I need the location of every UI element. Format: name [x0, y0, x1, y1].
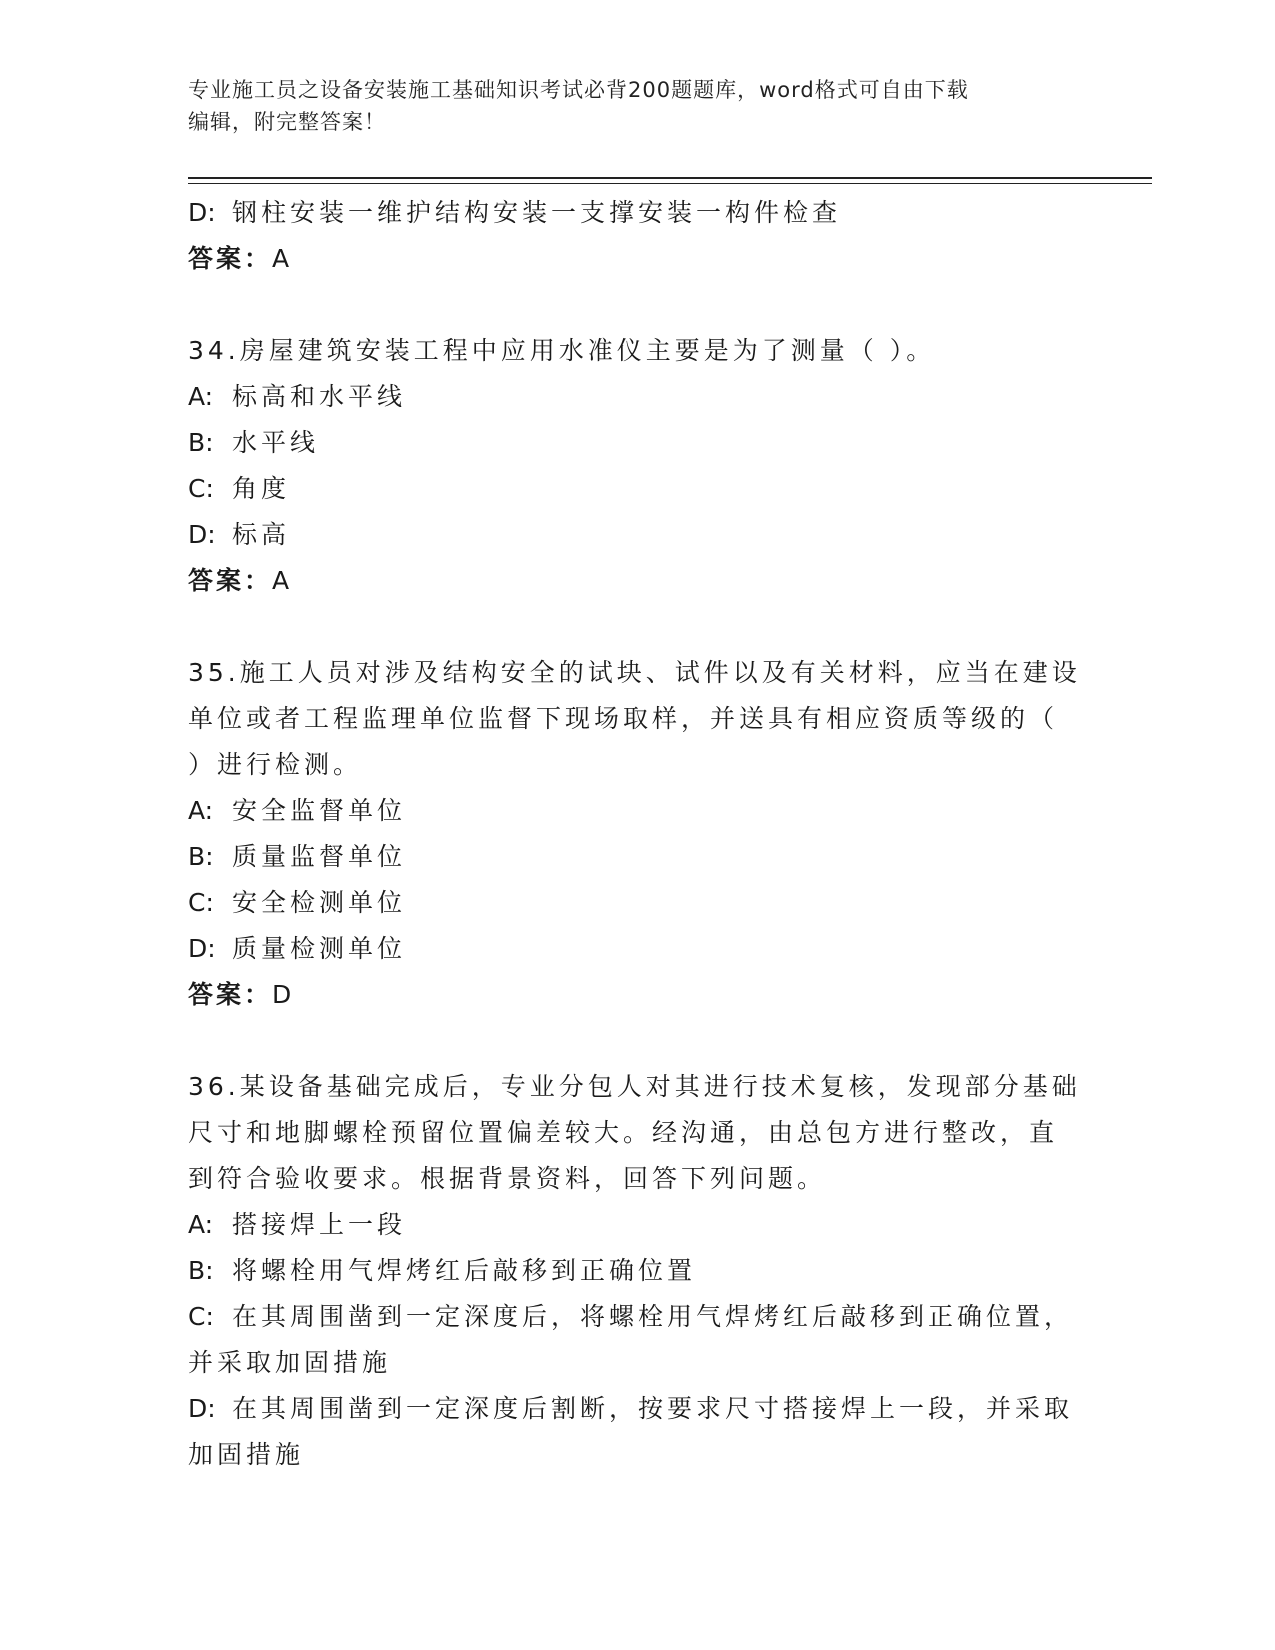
question-34-option-a	[188, 374, 1088, 420]
option-key: C:	[188, 888, 214, 917]
question-35-stem-line-1: 35.施工人员对涉及结构安全的试块、试件以及有关材料，应当在建设	[188, 658, 1081, 687]
option-key: B:	[188, 428, 214, 457]
answer-label: 答案：	[188, 980, 273, 1009]
spacer	[188, 1018, 1088, 1064]
answer-value: A	[272, 566, 293, 595]
question-34-option-d	[188, 512, 1088, 558]
question-35-option-d	[188, 926, 1088, 972]
question-34-answer	[188, 558, 1088, 604]
option-key: D:	[188, 520, 216, 549]
question-35-stem-line-2: 单位或者工程监理单位监督下现场取样，并送具有相应资质等级的（	[188, 704, 1059, 733]
option-text: 安全监督单位	[232, 796, 407, 825]
option-text: 将螺栓用气焊烤红后敲移到正确位置	[232, 1256, 697, 1285]
option-text: 在其周围凿到一定深度后割断，按要求尺寸搭接焊上一段，并采取	[232, 1394, 1074, 1423]
option-key: B:	[188, 1256, 214, 1285]
option-key: C:	[188, 474, 214, 503]
option-key: A:	[188, 382, 214, 411]
answer-label: 答案：	[188, 244, 273, 273]
option-key: C:	[188, 1302, 214, 1331]
option-text: 钢柱安装一维护结构安装一支撑安装一构件检查	[232, 198, 842, 227]
option-text: 安全检测单位	[232, 888, 407, 917]
option-text: 质量检测单位	[232, 934, 407, 963]
option-text: 在其周围凿到一定深度后，将螺栓用气焊烤红后敲移到正确位置，	[232, 1302, 1074, 1331]
answer-label: 答案：	[188, 566, 273, 595]
document-header	[188, 74, 1068, 138]
question-34-option-b	[188, 420, 1088, 466]
answer-value: A	[272, 244, 293, 273]
question-35-option-b	[188, 834, 1088, 880]
question-35-option-c	[188, 880, 1088, 926]
option-key: B:	[188, 842, 214, 871]
question-36-option-c-continued: 并采取加固措施	[188, 1348, 392, 1377]
question-36-stem-line-3: 到符合验收要求。根据背景资料，回答下列问题。	[188, 1164, 827, 1193]
option-text: 水平线	[232, 428, 320, 457]
prev-option-d	[188, 190, 1088, 236]
option-key: D:	[188, 198, 216, 227]
question-35-stem-line-3: ）进行检测。	[188, 750, 363, 779]
question-36-option-d-continued: 加固措施	[188, 1440, 305, 1469]
answer-value: D	[272, 980, 295, 1009]
option-key: D:	[188, 1394, 216, 1423]
question-34-option-c	[188, 466, 1088, 512]
question-35-answer	[188, 972, 1088, 1018]
question-34-stem: 34.房屋建筑安装工程中应用水准仪主要是为了测量（ ）。	[188, 336, 936, 365]
option-key: A:	[188, 796, 214, 825]
spacer	[188, 604, 1088, 650]
prev-answer	[188, 236, 1088, 282]
question-36-stem-line-1: 36.某设备基础完成后，专业分包人对其进行技术复核，发现部分基础	[188, 1072, 1081, 1101]
question-35-option-a	[188, 788, 1088, 834]
header-line-2: 编辑，附完整答案！	[188, 110, 386, 134]
header-divider-thick	[188, 177, 1152, 179]
question-36-stem-line-2: 尺寸和地脚螺栓预留位置偏差较大。经沟通，由总包方进行整改，直	[188, 1118, 1059, 1147]
header-divider-thin	[188, 183, 1152, 184]
question-36-option-c	[188, 1294, 1088, 1340]
document-body	[188, 190, 1088, 1478]
question-36-option-a	[188, 1202, 1088, 1248]
option-key: A:	[188, 1210, 214, 1239]
option-text: 角度	[232, 474, 291, 503]
option-text: 质量监督单位	[232, 842, 407, 871]
option-text: 标高	[232, 520, 291, 549]
option-text: 标高和水平线	[232, 382, 407, 411]
question-36-option-d	[188, 1386, 1088, 1432]
option-text: 搭接焊上一段	[232, 1210, 407, 1239]
spacer	[188, 282, 1088, 328]
header-line-1: 专业施工员之设备安装施工基础知识考试必背200题题库，word格式可自由下载	[188, 78, 969, 102]
option-key: D:	[188, 934, 216, 963]
question-36-option-b	[188, 1248, 1088, 1294]
